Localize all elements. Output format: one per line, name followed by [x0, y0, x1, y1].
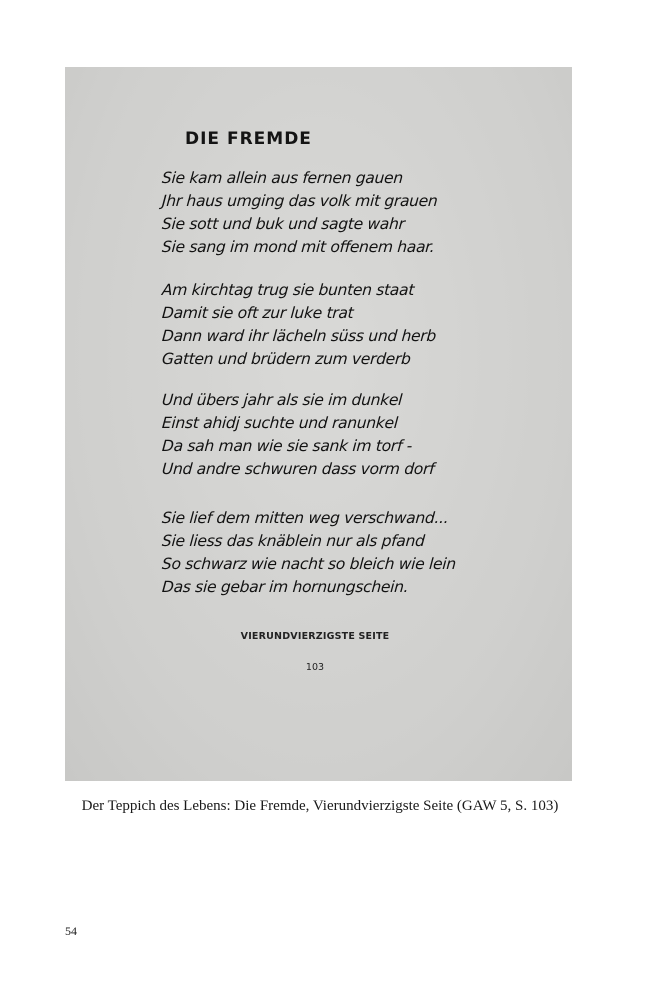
- poem-line: Sie sott und buk und sagte wahr: [161, 215, 406, 233]
- stanza-1: [162, 167, 438, 259]
- poem-line: Und andre schwuren dass vorm dorf: [161, 460, 435, 478]
- poem-title: DIE FREMDE: [185, 129, 312, 149]
- poem-line: Gatten und brüdern zum verderb: [161, 350, 412, 368]
- stanza-4: [162, 507, 456, 599]
- stanza-2: [162, 279, 436, 371]
- poem-line: Jhr haus umging das volk mit grauen: [161, 192, 439, 210]
- stanza-3: [162, 389, 434, 481]
- poem-line: Sie lief dem mitten weg verschwand...: [161, 509, 450, 527]
- poem-line: Dann ward ihr lächeln süss und herb: [161, 327, 437, 345]
- poem-line: Und übers jahr als sie im dunkel: [161, 391, 403, 409]
- poem-line: Einst ahidj suchte und ranunkel: [161, 414, 399, 432]
- figure-caption: Der Teppich des Lebens: Die Fremde, Vierundvierzigste Seite (GAW 5, S. 103): [81, 798, 559, 814]
- plate-page-label: VIERUNDVIERZIGSTE SEITE: [240, 631, 390, 642]
- poem-line: So schwarz wie nacht so bleich wie lein: [161, 555, 457, 573]
- facsimile-plate: [65, 67, 572, 781]
- poem-line: Sie kam allein aus fernen gauen: [161, 169, 404, 187]
- poem-line: Sie liess das knäblein nur als pfand: [161, 532, 426, 550]
- poem-line: Sie sang im mond mit offenem haar.: [161, 238, 436, 256]
- poem-line: Das sie gebar im hornungschein.: [161, 578, 410, 596]
- poem-line: Damit sie oft zur luke trat: [161, 304, 355, 322]
- page-folio: 54: [65, 924, 77, 938]
- poem-line: Da sah man wie sie sank im torf -: [161, 437, 413, 455]
- poem-line: Am kirchtag trug sie bunten staat: [161, 281, 415, 299]
- plate-page-number: 103: [305, 662, 325, 673]
